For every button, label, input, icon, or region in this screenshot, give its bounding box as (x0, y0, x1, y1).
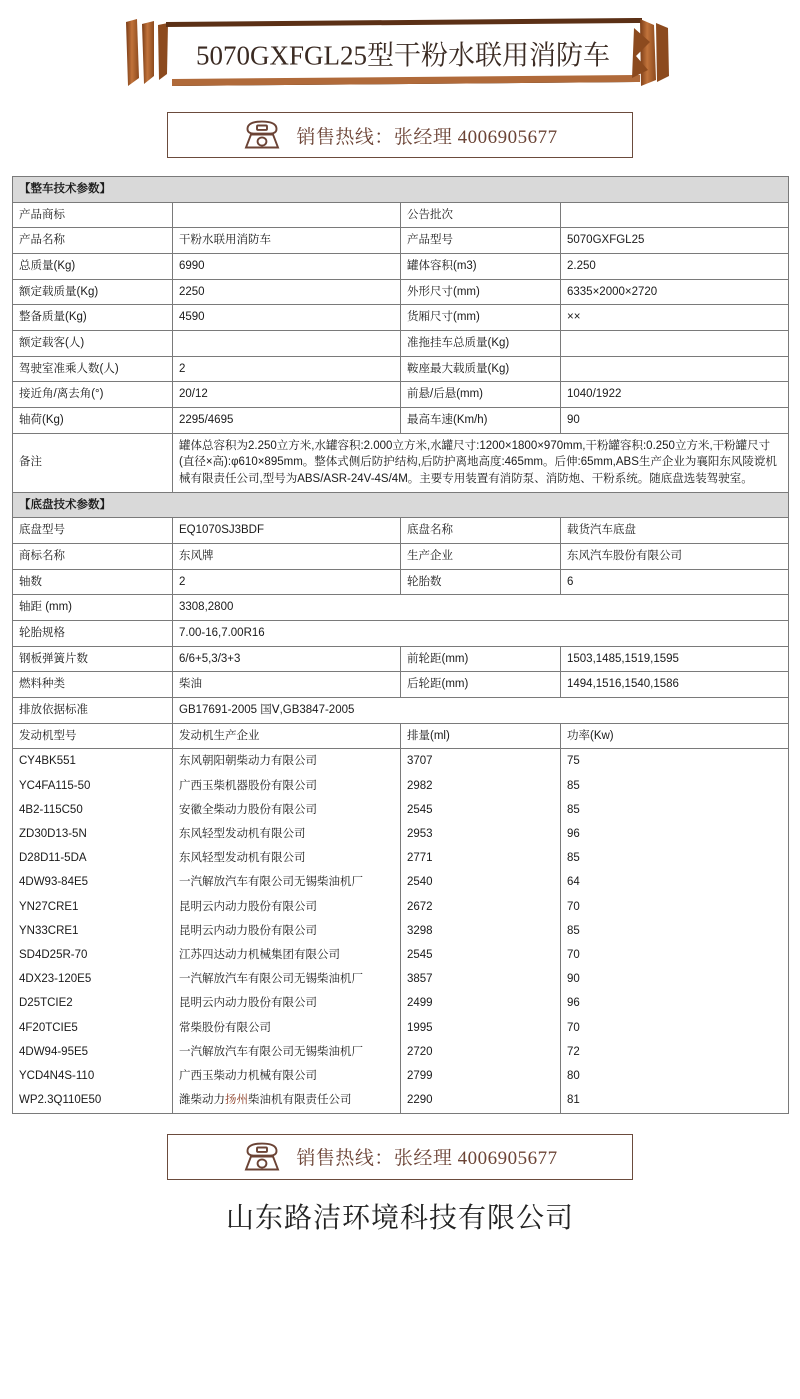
row-label-2: 底盘名称 (401, 518, 561, 544)
row-label: 产品名称 (13, 228, 173, 254)
emission-label: 排放依据标准 (13, 698, 173, 724)
section-header-row (13, 492, 789, 518)
row-value-2: 6335×2000×2720 (561, 279, 789, 305)
engine-col-manufacturer: 发动机生产企业 (173, 723, 401, 749)
engine-displacement: 2540 (407, 876, 433, 889)
engine-model-column (13, 749, 173, 1113)
engine-power: 80 (567, 1069, 580, 1082)
telephone-icon (242, 1141, 282, 1173)
row-label-2: 产品型号 (401, 228, 561, 254)
row-label-2: 货厢尺寸(mm) (401, 305, 561, 331)
engine-manufacturer-column (173, 749, 401, 1113)
row-label-2: 外形尺寸(mm) (401, 279, 561, 305)
table-row (13, 595, 789, 621)
page-title: 5070GXFGL25型干粉水联用消防车 (195, 40, 610, 71)
row-label-2: 鞍座最大载质量(Kg) (401, 356, 561, 382)
engine-table (12, 748, 789, 1113)
row-label: 商标名称 (13, 544, 173, 570)
engine-manufacturer: 广西玉柴机器股份有限公司 (179, 779, 317, 792)
table-row (13, 356, 789, 382)
engine-power: 85 (567, 803, 580, 816)
table-row (13, 569, 789, 595)
engine-model: 4B2-115C50 (19, 803, 83, 816)
engine-displacement: 2799 (407, 1069, 433, 1082)
engine-displacement: 2499 (407, 997, 433, 1010)
row-value-2: ×× (561, 305, 789, 331)
section-header-row (13, 177, 789, 203)
engine-displacement: 3298 (407, 924, 433, 937)
engine-manufacturer: 常柴股份有限公司 (179, 1021, 271, 1034)
row-value: 4590 (173, 305, 401, 331)
table-row (13, 408, 789, 434)
engine-manufacturer: 安徽全柴动力股份有限公司 (179, 803, 317, 816)
table-row (13, 544, 789, 570)
engine-manufacturer: 广西玉柴动力机械有限公司 (179, 1070, 317, 1083)
table-row (13, 646, 789, 672)
row-value-2: 2.250 (561, 254, 789, 280)
hotline-text-bottom: 销售热线：张经理 4006905677 (296, 1148, 558, 1169)
spec-tables (12, 176, 788, 1114)
table-row (13, 382, 789, 408)
engine-displacement-column (401, 749, 561, 1113)
title-banner (120, 16, 680, 90)
engine-power: 64 (567, 876, 580, 889)
row-value-2 (561, 331, 789, 357)
table-row (13, 672, 789, 698)
engine-manufacturer: 一汽解放汽车有限公司无锡柴油机厂 (179, 876, 363, 889)
table-row (13, 228, 789, 254)
row-value: 2 (173, 569, 401, 595)
engine-model: WP2.3Q110E50 (19, 1094, 102, 1107)
engine-displacement: 2545 (407, 948, 433, 961)
row-label: 总质量(Kg) (13, 254, 173, 280)
row-label: 驾驶室准乘人数(人) (13, 356, 173, 382)
engine-power: 70 (567, 900, 580, 913)
vehicle-section-title: 【整车技术参数】 (13, 177, 789, 203)
engine-displacement: 3857 (407, 973, 433, 986)
engine-power: 75 (567, 755, 580, 768)
engine-power: 72 (567, 1045, 580, 1058)
engine-col-displacement: 排量(ml) (401, 723, 561, 749)
engine-col-model: 发动机型号 (13, 723, 173, 749)
engine-displacement: 2672 (407, 900, 433, 913)
row-value: EQ1070SJ3BDF (173, 518, 401, 544)
footer-company-name: 山东路洁环境科技有限公司 (225, 1202, 574, 1234)
row-label: 轴数 (13, 569, 173, 595)
row-label-2: 前悬/后悬(mm) (401, 382, 561, 408)
row-value: 2295/4695 (173, 408, 401, 434)
engine-power: 96 (567, 828, 580, 841)
row-value-2: 1494,1516,1540,1586 (561, 672, 789, 698)
engine-displacement: 2982 (407, 779, 433, 792)
hotline-banner-bottom[interactable] (167, 1134, 633, 1180)
row-label: 轴荷(Kg) (13, 408, 173, 434)
row-value: 20/12 (173, 382, 401, 408)
row-label: 钢板弹簧片数 (13, 646, 173, 672)
engine-power: 85 (567, 924, 580, 937)
table-row (13, 518, 789, 544)
row-label-2: 前轮距(mm) (401, 646, 561, 672)
engine-manufacturer: 昆明云内动力股份有限公司 (179, 924, 317, 937)
row-label-2: 罐体容积(m3) (401, 254, 561, 280)
row-value (173, 331, 401, 357)
engine-model: D28D11-5DA (19, 852, 87, 865)
engine-power: 81 (567, 1094, 580, 1107)
table-row (13, 331, 789, 357)
engine-col-power: 功率(Kw) (561, 723, 789, 749)
engine-manufacturer: 潍柴动力扬州柴油机有限责任公司 (179, 1094, 352, 1107)
table-row (13, 621, 789, 647)
vehicle-spec-table (12, 176, 789, 749)
wheelbase-value: 3308,2800 (173, 595, 789, 621)
engine-displacement: 2771 (407, 852, 433, 865)
engine-model: 4DW94-95E5 (19, 1045, 89, 1058)
engine-manufacturer: 江苏四达动力机械集团有限公司 (179, 949, 340, 962)
row-value-2: 1040/1922 (561, 382, 789, 408)
row-label: 产品商标 (13, 202, 173, 228)
engine-model: CY4BK551 (19, 755, 76, 768)
engine-model: YN27CRE1 (19, 900, 79, 913)
row-label: 燃料种类 (13, 672, 173, 698)
row-label-2: 生产企业 (401, 544, 561, 570)
wheelbase-label: 轴距 (mm) (13, 595, 173, 621)
engine-power: 70 (567, 948, 580, 961)
row-value (173, 202, 401, 228)
emission-value: GB17691-2005 国Ⅴ,GB3847-2005 (173, 698, 789, 724)
row-value-2: 6 (561, 569, 789, 595)
row-value-2: 载货汽车底盘 (561, 518, 789, 544)
engine-model: YN33CRE1 (19, 924, 79, 937)
hotline-text-top: 销售热线：张经理 4006905677 (296, 126, 558, 148)
engine-displacement: 2290 (407, 1094, 433, 1107)
table-row (13, 698, 789, 724)
engine-model: ZD30D13-5N (19, 828, 87, 841)
engine-model: YC4FA115-50 (19, 779, 91, 792)
engine-model: 4DW93-84E5 (19, 876, 89, 889)
engine-model: YCD4N4S-110 (19, 1069, 95, 1082)
engine-manufacturer: 一汽解放汽车有限公司无锡柴油机厂 (179, 973, 363, 986)
engine-model: 4DX23-120E5 (19, 973, 92, 986)
row-value: 6990 (173, 254, 401, 280)
row-value-2: 90 (561, 408, 789, 434)
engine-manufacturer: 一汽解放汽车有限公司无锡柴油机厂 (179, 1045, 363, 1058)
table-row (13, 202, 789, 228)
engine-manufacturer: 昆明云内动力股份有限公司 (179, 900, 317, 913)
engine-header-row (13, 723, 789, 749)
engine-model: SD4D25R-70 (19, 948, 88, 961)
table-row (13, 279, 789, 305)
engine-manufacturer: 东风轻型发动机有限公司 (179, 828, 306, 841)
engine-manufacturer: 东风朝阳朝柴动力有限公司 (179, 755, 317, 768)
engine-power-column (561, 749, 789, 1113)
remark-text: 罐体总容积为2.250立方米,水罐容积:2.000立方米,水罐尺寸:1200×1800×970mm,干粉罐容积:0.250立方米,干粉罐尺寸(直径×高):φ610×895mm。整体式侧后防护结构,后防护离地高度:465mm。后伸:65mm,ABS生产企业为襄阳东风陵谠机械有限责任公司,型号为ABS/ASR-24V-4S/4M。主要专用装置有消防泵、消防炮、干粉系统。随底盘选装驾驶室。 (173, 433, 789, 492)
row-value: 2 (173, 356, 401, 382)
engine-manufacturer: 昆明云内动力股份有限公司 (179, 997, 317, 1010)
engine-power: 85 (567, 779, 580, 792)
row-value-2: 1503,1485,1519,1595 (561, 646, 789, 672)
engine-manufacturer: 东风轻型发动机有限公司 (179, 852, 306, 865)
telephone-icon (242, 119, 282, 151)
row-label: 接近角/离去角(°) (13, 382, 173, 408)
row-value-2 (561, 356, 789, 382)
row-value: 干粉水联用消防车 (173, 228, 401, 254)
row-value-2 (561, 202, 789, 228)
engine-displacement: 2953 (407, 828, 433, 841)
engine-power: 96 (567, 997, 580, 1010)
row-value: 2250 (173, 279, 401, 305)
row-value-2: 东风汽车股份有限公司 (561, 544, 789, 570)
chassis-section-title: 【底盘技术参数】 (13, 492, 789, 518)
row-label: 额定载客(人) (13, 331, 173, 357)
row-label-2: 最高车速(Km/h) (401, 408, 561, 434)
row-label: 底盘型号 (13, 518, 173, 544)
row-label: 额定载质量(Kg) (13, 279, 173, 305)
row-value: 东风牌 (173, 544, 401, 570)
engine-manufacturer-highlight[interactable]: 扬州 (225, 1094, 248, 1107)
remark-row (13, 433, 789, 492)
engine-displacement: 2720 (407, 1045, 433, 1058)
row-value: 柴油 (173, 672, 401, 698)
remark-label: 备注 (13, 433, 173, 492)
engine-model: 4F20TCIE5 (19, 1021, 78, 1034)
tyre-spec-label: 轮胎规格 (13, 621, 173, 647)
engine-displacement: 1995 (407, 1021, 433, 1034)
hotline-banner-top[interactable] (167, 112, 633, 158)
row-label-2: 准拖挂车总质量(Kg) (401, 331, 561, 357)
engine-body-row (13, 749, 789, 1113)
engine-power: 85 (567, 852, 580, 865)
table-row (13, 254, 789, 280)
tyre-spec-value: 7.00-16,7.00R16 (173, 621, 789, 647)
row-value-2: 5070GXFGL25 (561, 228, 789, 254)
row-label: 整备质量(Kg) (13, 305, 173, 331)
row-label-2: 公告批次 (401, 202, 561, 228)
engine-displacement: 2545 (407, 803, 433, 816)
table-row (13, 305, 789, 331)
engine-power: 90 (567, 973, 580, 986)
engine-displacement: 3707 (407, 755, 433, 768)
row-value: 6/6+5,3/3+3 (173, 646, 401, 672)
row-label-2: 轮胎数 (401, 569, 561, 595)
engine-power: 70 (567, 1021, 580, 1034)
engine-model: D25TCIE2 (19, 997, 73, 1010)
row-label-2: 后轮距(mm) (401, 672, 561, 698)
